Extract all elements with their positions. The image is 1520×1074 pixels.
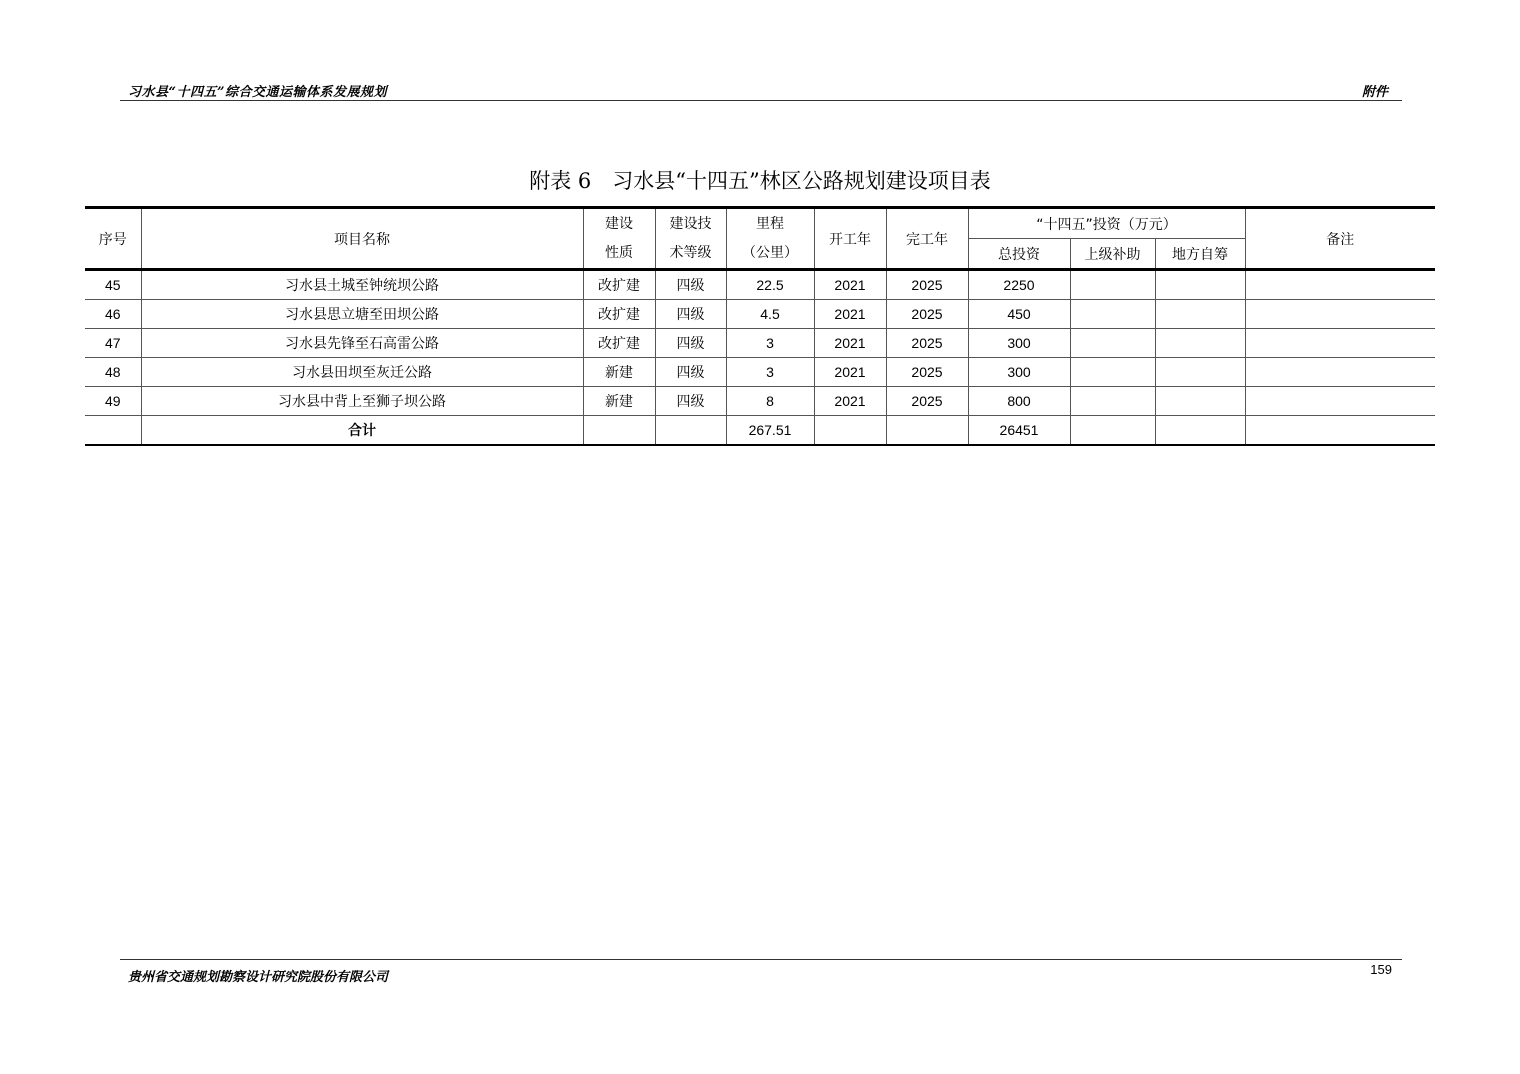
header-project-name: 项目名称 (141, 208, 583, 270)
cell-start-year-empty (814, 416, 886, 446)
header-technical-grade-line1: 建设技 (669, 215, 712, 232)
cell-project-name: 习水县土城至钟统坝公路 (141, 270, 583, 300)
cell-start-year: 2021 (814, 358, 886, 387)
header-end-year: 完工年 (886, 208, 968, 270)
cell-mileage: 3 (726, 358, 814, 387)
cell-local-funding (1155, 387, 1245, 416)
cell-local-funding (1155, 329, 1245, 358)
total-mileage: 267.51 (726, 416, 814, 446)
page-number: 159 (1370, 962, 1392, 977)
project-table (85, 206, 1435, 446)
cell-nature: 改扩建 (583, 270, 655, 300)
header-total-investment: 总投资 (968, 239, 1070, 270)
cell-remark (1245, 329, 1435, 358)
total-investment: 26451 (968, 416, 1070, 446)
cell-mileage: 3 (726, 329, 814, 358)
page-footer (120, 959, 1402, 985)
cell-nature: 新建 (583, 358, 655, 387)
cell-superior-subsidy (1070, 300, 1155, 329)
cell-seq: 47 (85, 329, 141, 358)
cell-project-name: 习水县田坝至灰迁公路 (141, 358, 583, 387)
cell-grade: 四级 (655, 300, 726, 329)
cell-end-year-empty (886, 416, 968, 446)
header-mileage-line1: 里程 (756, 215, 784, 232)
header-investment-group: “十四五”投资（万元） (968, 208, 1245, 239)
cell-mileage: 4.5 (726, 300, 814, 329)
cell-end-year: 2025 (886, 358, 968, 387)
header-technical-grade-line2: 术等级 (669, 244, 712, 261)
cell-end-year: 2025 (886, 329, 968, 358)
footer-organization: 贵州省交通规划勘察设计研究院股份有限公司 (128, 970, 389, 985)
cell-grade: 四级 (655, 329, 726, 358)
cell-seq: 45 (85, 270, 141, 300)
header-remark: 备注 (1245, 208, 1435, 270)
cell-total-investment: 2250 (968, 270, 1070, 300)
cell-local-funding (1155, 358, 1245, 387)
cell-start-year: 2021 (814, 387, 886, 416)
table-row (85, 300, 1435, 329)
cell-local-funding (1155, 300, 1245, 329)
cell-seq: 48 (85, 358, 141, 387)
cell-seq-empty (85, 416, 141, 446)
cell-remark-empty (1245, 416, 1435, 446)
cell-end-year: 2025 (886, 270, 968, 300)
cell-superior-subsidy (1070, 358, 1155, 387)
header-seq: 序号 (85, 208, 141, 270)
table-row (85, 270, 1435, 300)
cell-total-investment: 300 (968, 329, 1070, 358)
cell-mileage: 8 (726, 387, 814, 416)
cell-local-funding-empty (1155, 416, 1245, 446)
table-header (85, 208, 1435, 270)
cell-superior-subsidy (1070, 387, 1155, 416)
cell-end-year: 2025 (886, 300, 968, 329)
cell-mileage: 22.5 (726, 270, 814, 300)
cell-nature: 改扩建 (583, 300, 655, 329)
cell-project-name: 习水县中背上至狮子坝公路 (141, 387, 583, 416)
cell-superior-subsidy (1070, 329, 1155, 358)
header-mileage-line2: （公里） (742, 244, 798, 261)
header-mileage (726, 208, 814, 270)
cell-remark (1245, 358, 1435, 387)
table-title: 附表 6 习水县“十四五”林区公路规划建设项目表 (529, 169, 991, 193)
header-start-year: 开工年 (814, 208, 886, 270)
header-construction-nature (583, 208, 655, 270)
cell-nature: 改扩建 (583, 329, 655, 358)
cell-start-year: 2021 (814, 329, 886, 358)
header-document-title: 习水县“十四五”综合交通运输体系发展规划 (128, 85, 387, 100)
cell-local-funding (1155, 270, 1245, 300)
page-header (120, 78, 1402, 101)
cell-grade-empty (655, 416, 726, 446)
header-construction-nature-line1: 建设 (605, 215, 633, 232)
cell-start-year: 2021 (814, 300, 886, 329)
cell-grade: 四级 (655, 358, 726, 387)
cell-superior-subsidy (1070, 270, 1155, 300)
total-label: 合计 (141, 416, 583, 446)
header-local-funding: 地方自筹 (1155, 239, 1245, 270)
cell-remark (1245, 387, 1435, 416)
cell-total-investment: 300 (968, 358, 1070, 387)
cell-project-name: 习水县先锋至石高雷公路 (141, 329, 583, 358)
cell-remark (1245, 300, 1435, 329)
cell-seq: 46 (85, 300, 141, 329)
header-technical-grade (655, 208, 726, 270)
table-body (85, 270, 1435, 446)
cell-end-year: 2025 (886, 387, 968, 416)
cell-total-investment: 800 (968, 387, 1070, 416)
cell-start-year: 2021 (814, 270, 886, 300)
cell-seq: 49 (85, 387, 141, 416)
header-section-label: 附件 (1361, 85, 1388, 100)
cell-nature-empty (583, 416, 655, 446)
cell-grade: 四级 (655, 270, 726, 300)
header-superior-subsidy: 上级补助 (1070, 239, 1155, 270)
cell-project-name: 习水县思立塘至田坝公路 (141, 300, 583, 329)
header-construction-nature-line2: 性质 (605, 244, 633, 261)
cell-grade: 四级 (655, 387, 726, 416)
table-row (85, 329, 1435, 358)
total-row (85, 416, 1435, 446)
cell-superior-subsidy-empty (1070, 416, 1155, 446)
table-row (85, 387, 1435, 416)
cell-remark (1245, 270, 1435, 300)
cell-nature: 新建 (583, 387, 655, 416)
cell-total-investment: 450 (968, 300, 1070, 329)
table-row (85, 358, 1435, 387)
